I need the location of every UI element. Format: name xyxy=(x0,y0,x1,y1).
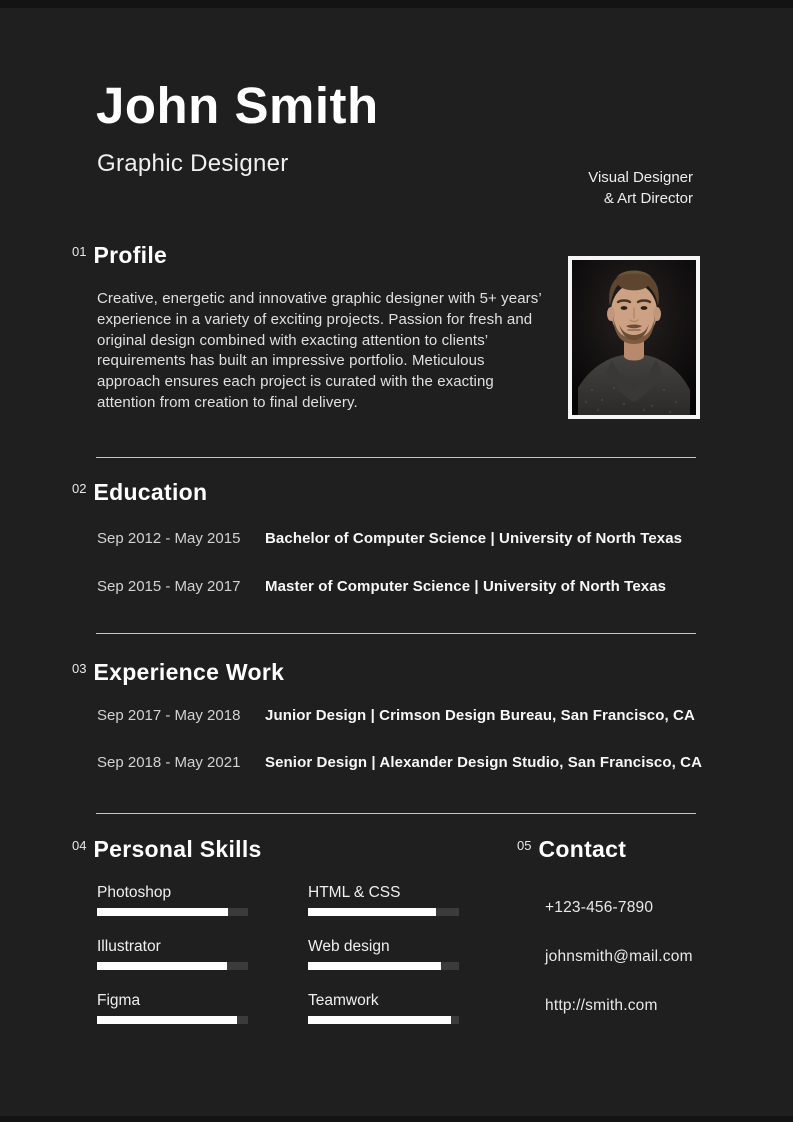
skill-illustrator xyxy=(97,938,257,970)
experience-section-number: 03 xyxy=(72,661,87,676)
profile-section-title: Profile xyxy=(93,242,168,268)
skill-bar-track xyxy=(308,1016,459,1024)
contact-section-heading xyxy=(517,836,626,863)
education-section-heading xyxy=(72,479,207,506)
skill-photoshop xyxy=(97,884,257,916)
skills-column-1 xyxy=(97,884,257,1046)
education-section-title: Education xyxy=(93,479,208,505)
experience-section-title: Experience Work xyxy=(93,659,285,685)
experience-row xyxy=(97,707,737,724)
divider-after-experience xyxy=(96,813,696,814)
skill-label: Teamwork xyxy=(308,992,379,1009)
education-row xyxy=(97,578,737,595)
skill-html-css xyxy=(308,884,468,916)
profile-summary-text: Creative, energetic and innovative graphic designer with 5+ years’ experience in a variety of exciting projects. Passion for fresh and original design combined with exacting attention to clients’ requirements has built an impressive portfolio. Meticulous approach ensures each project is curated with the exacting attention from creation to final delivery. xyxy=(97,290,542,411)
skill-bar-fill xyxy=(308,1016,451,1024)
education-dates: Sep 2015 - May 2017 xyxy=(97,578,241,595)
job-title: Graphic Designer xyxy=(97,150,289,177)
skill-bar-fill xyxy=(97,962,227,970)
experience-dates: Sep 2018 - May 2021 xyxy=(97,754,241,771)
contact-phone: +123-456-7890 xyxy=(545,899,654,916)
profile-section-heading xyxy=(72,242,167,269)
tagline-line-1: Visual Designer xyxy=(588,169,693,186)
profile-section-number: 01 xyxy=(72,244,87,259)
page-top-edge xyxy=(0,0,793,8)
skills-section-heading xyxy=(72,836,262,863)
experience-section-heading xyxy=(72,659,284,686)
skill-bar-track xyxy=(97,1016,248,1024)
experience-description: Junior Design | Crimson Design Bureau, San Francisco, CA xyxy=(265,707,695,724)
page-bottom-edge xyxy=(0,1116,793,1122)
skill-bar-track xyxy=(97,962,248,970)
skill-label: Web design xyxy=(308,938,390,955)
contact-website: http://smith.com xyxy=(545,997,658,1014)
skill-label: Illustrator xyxy=(97,938,161,955)
skills-column-2 xyxy=(308,884,468,1046)
skills-section-title: Personal Skills xyxy=(93,836,262,862)
skills-section-number: 04 xyxy=(72,838,87,853)
tagline xyxy=(588,167,693,209)
skill-bar-track xyxy=(308,962,459,970)
skill-teamwork xyxy=(308,992,468,1024)
skill-bar-fill xyxy=(97,1016,237,1024)
skill-bar-track xyxy=(308,908,459,916)
person-name: John Smith xyxy=(96,77,379,134)
education-description: Bachelor of Computer Science | University of North Texas xyxy=(265,530,683,547)
skill-bar-fill xyxy=(97,908,228,916)
skill-web-design xyxy=(308,938,468,970)
profile-photo xyxy=(568,256,700,419)
contact-email: johnsmith@mail.com xyxy=(545,948,693,965)
experience-description: Senior Design | Alexander Design Studio, San Francisco, CA xyxy=(265,754,703,771)
education-dates: Sep 2012 - May 2015 xyxy=(97,530,241,547)
skill-bar-track xyxy=(97,908,248,916)
experience-row xyxy=(97,754,737,771)
education-row xyxy=(97,530,737,547)
tagline-line-2: & Art Director xyxy=(603,190,693,207)
contact-section-title: Contact xyxy=(538,836,627,862)
skill-label: Figma xyxy=(97,992,141,1009)
contact-list xyxy=(545,899,693,1046)
divider-after-profile xyxy=(96,457,696,458)
skill-label: HTML & CSS xyxy=(308,884,401,901)
education-section-number: 02 xyxy=(72,481,87,496)
portrait-illustration xyxy=(572,260,696,415)
skill-bar-fill xyxy=(308,962,441,970)
skill-bar-fill xyxy=(308,908,436,916)
contact-section-number: 05 xyxy=(517,838,532,853)
education-description: Master of Computer Science | University of North Texas xyxy=(265,578,667,595)
skill-label: Photoshop xyxy=(97,884,172,901)
experience-dates: Sep 2017 - May 2018 xyxy=(97,707,241,724)
divider-after-education xyxy=(96,633,696,634)
skill-figma xyxy=(97,992,257,1024)
